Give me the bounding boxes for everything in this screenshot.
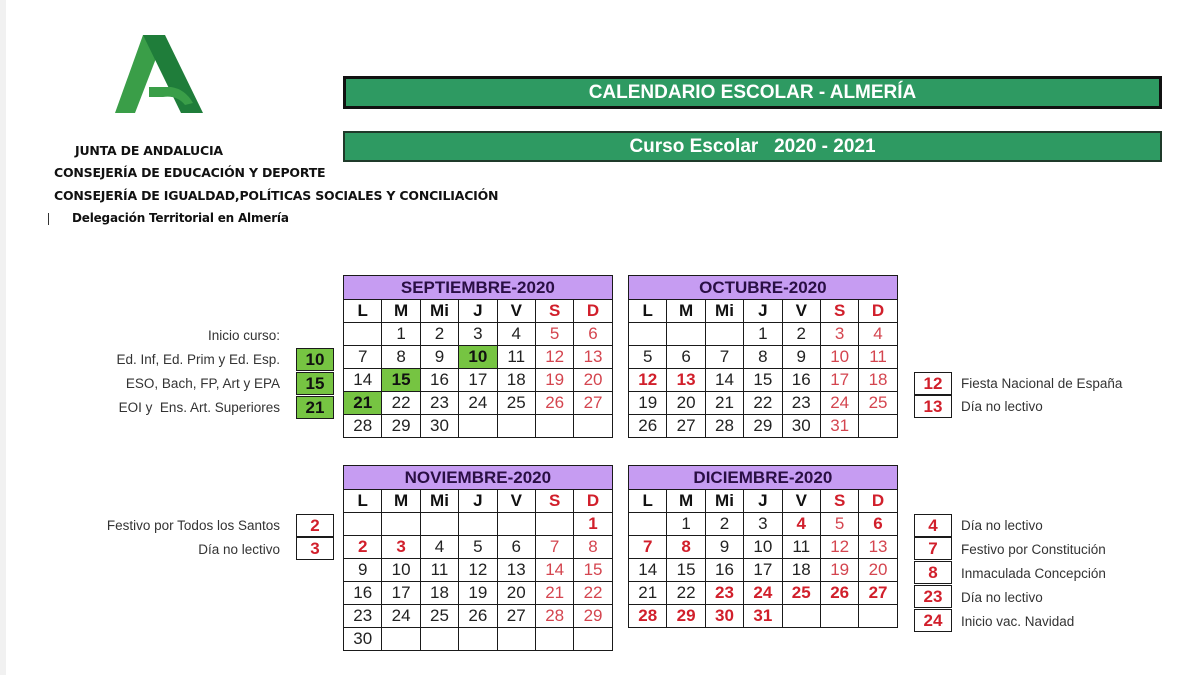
day-cell: 14 — [705, 369, 743, 392]
divider-tick — [48, 213, 49, 225]
day-cell — [459, 415, 497, 438]
dec-legend-label-23: Día no lectivo — [961, 590, 1043, 605]
day-cell — [535, 628, 573, 651]
month-title: NOVIEMBRE-2020 — [344, 466, 613, 490]
day-cell: 6 — [574, 323, 612, 346]
day-cell — [782, 605, 820, 628]
dec-legend-label-7: Festivo por Constitución — [961, 542, 1106, 557]
oct-legend-day-13: 13 — [914, 395, 952, 418]
day-cell: 3 — [459, 323, 497, 346]
day-cell: 18 — [859, 369, 897, 392]
day-cell: 27 — [497, 605, 535, 628]
inicio-label-infantil: Ed. Inf, Ed. Prim y Ed. Esp. — [116, 352, 280, 367]
day-cell — [705, 323, 743, 346]
day-cell: 5 — [629, 346, 667, 369]
day-cell: 30 — [705, 605, 743, 628]
day-cell: 12 — [459, 559, 497, 582]
week-row — [344, 628, 613, 651]
weekday-header: L — [629, 300, 667, 323]
week-row — [344, 513, 613, 536]
day-cell: 8 — [382, 346, 420, 369]
day-cell: 22 — [667, 582, 705, 605]
day-cell: 18 — [420, 582, 458, 605]
weekday-header: S — [535, 490, 573, 513]
month-title: OCTUBRE-2020 — [629, 276, 898, 300]
weekday-header: Mi — [705, 300, 743, 323]
oct-legend-label-13: Día no lectivo — [961, 399, 1043, 414]
weekday-header: M — [667, 300, 705, 323]
day-cell: 23 — [420, 392, 458, 415]
day-cell: 26 — [459, 605, 497, 628]
weekday-header: S — [820, 490, 858, 513]
day-cell: 13 — [859, 536, 897, 559]
day-cell: 26 — [629, 415, 667, 438]
day-cell — [859, 605, 897, 628]
day-cell — [629, 513, 667, 536]
dec-legend-day-4: 4 — [914, 514, 952, 537]
day-cell: 27 — [859, 582, 897, 605]
day-cell: 15 — [382, 369, 420, 392]
day-cell: 24 — [820, 392, 858, 415]
day-cell — [820, 605, 858, 628]
day-cell: 13 — [574, 346, 612, 369]
nov-legend-label-3: Día no lectivo — [198, 542, 280, 557]
inicio-curso-title: Inicio curso: — [207, 328, 280, 343]
week-row — [344, 415, 613, 438]
day-cell: 6 — [667, 346, 705, 369]
day-cell — [574, 415, 612, 438]
month-noviembre — [343, 465, 613, 651]
day-cell: 19 — [629, 392, 667, 415]
dec-legend-day-23: 23 — [914, 585, 952, 608]
day-cell: 1 — [574, 513, 612, 536]
day-cell — [629, 323, 667, 346]
weekday-header: Mi — [420, 300, 458, 323]
day-cell: 7 — [629, 536, 667, 559]
day-cell: 9 — [344, 559, 382, 582]
day-cell: 22 — [382, 392, 420, 415]
day-cell: 21 — [705, 392, 743, 415]
week-row — [629, 415, 898, 438]
weekday-header: D — [859, 490, 897, 513]
month-diciembre — [628, 465, 898, 628]
day-cell: 30 — [344, 628, 382, 651]
day-cell: 5 — [459, 536, 497, 559]
weekday-header: Mi — [420, 490, 458, 513]
day-cell: 25 — [782, 582, 820, 605]
weekday-header: V — [782, 490, 820, 513]
day-cell: 5 — [820, 513, 858, 536]
week-row — [344, 346, 613, 369]
nov-legend-day-3: 3 — [296, 537, 334, 560]
day-cell: 23 — [344, 605, 382, 628]
weekday-header: J — [744, 490, 782, 513]
day-cell — [497, 628, 535, 651]
day-cell: 11 — [782, 536, 820, 559]
day-cell: 7 — [535, 536, 573, 559]
day-cell: 29 — [667, 605, 705, 628]
week-row — [629, 323, 898, 346]
weekday-header: S — [535, 300, 573, 323]
inicio-label-eoi: EOI y Ens. Art. Superiores — [118, 400, 280, 415]
day-cell: 14 — [344, 369, 382, 392]
day-cell: 20 — [497, 582, 535, 605]
weekday-header: D — [859, 300, 897, 323]
day-cell: 18 — [497, 369, 535, 392]
day-cell: 19 — [820, 559, 858, 582]
week-row — [629, 369, 898, 392]
day-cell — [382, 513, 420, 536]
day-cell: 7 — [705, 346, 743, 369]
day-cell: 30 — [420, 415, 458, 438]
day-cell: 15 — [667, 559, 705, 582]
week-row — [344, 582, 613, 605]
day-cell: 9 — [420, 346, 458, 369]
day-cell — [497, 513, 535, 536]
day-cell — [420, 513, 458, 536]
day-cell: 2 — [420, 323, 458, 346]
day-cell: 10 — [459, 346, 497, 369]
weekday-header: V — [497, 300, 535, 323]
dec-legend-label-8: Inmaculada Concepción — [961, 566, 1106, 581]
week-row — [629, 536, 898, 559]
day-cell: 18 — [782, 559, 820, 582]
day-cell: 29 — [382, 415, 420, 438]
day-cell: 20 — [574, 369, 612, 392]
weekday-header: L — [344, 300, 382, 323]
day-cell: 15 — [574, 559, 612, 582]
weekday-header: M — [382, 300, 420, 323]
day-cell: 13 — [667, 369, 705, 392]
day-cell: 23 — [705, 582, 743, 605]
week-row — [629, 513, 898, 536]
week-row — [344, 369, 613, 392]
day-cell: 2 — [782, 323, 820, 346]
day-cell: 30 — [782, 415, 820, 438]
page-subtitle: Curso Escolar 2020 - 2021 — [343, 131, 1162, 162]
org-junta: JUNTA DE ANDALUCIA — [75, 143, 223, 158]
day-cell: 4 — [782, 513, 820, 536]
day-cell: 27 — [667, 415, 705, 438]
org-consejeria-educacion: CONSEJERÍA DE EDUCACIÓN Y DEPORTE — [54, 165, 326, 180]
day-cell: 10 — [382, 559, 420, 582]
day-cell: 22 — [744, 392, 782, 415]
day-cell: 16 — [420, 369, 458, 392]
weekday-header: J — [459, 490, 497, 513]
day-cell: 8 — [574, 536, 612, 559]
day-cell: 14 — [535, 559, 573, 582]
day-cell: 9 — [705, 536, 743, 559]
day-cell: 20 — [667, 392, 705, 415]
week-row — [629, 605, 898, 628]
day-cell: 9 — [782, 346, 820, 369]
weekday-header: Mi — [705, 490, 743, 513]
weekday-header: J — [459, 300, 497, 323]
day-cell — [459, 513, 497, 536]
day-cell: 24 — [744, 582, 782, 605]
day-cell: 4 — [420, 536, 458, 559]
month-title: DICIEMBRE-2020 — [629, 466, 898, 490]
day-cell: 14 — [629, 559, 667, 582]
day-cell: 21 — [535, 582, 573, 605]
oct-legend-label-12: Fiesta Nacional de España — [961, 376, 1123, 391]
day-cell: 4 — [497, 323, 535, 346]
day-cell: 31 — [820, 415, 858, 438]
day-cell: 27 — [574, 392, 612, 415]
day-cell — [344, 513, 382, 536]
week-row — [344, 605, 613, 628]
weekday-header: L — [344, 490, 382, 513]
weekday-header: V — [782, 300, 820, 323]
nov-legend-label-2: Festivo por Todos los Santos — [106, 518, 280, 533]
day-cell: 13 — [497, 559, 535, 582]
week-row — [344, 536, 613, 559]
day-cell: 26 — [535, 392, 573, 415]
day-cell — [497, 415, 535, 438]
day-cell: 26 — [820, 582, 858, 605]
org-consejeria-igualdad: CONSEJERÍA DE IGUALDAD,POLÍTICAS SOCIALES Y CONCILIACIÓN — [54, 188, 499, 203]
day-cell: 8 — [744, 346, 782, 369]
day-cell: 6 — [497, 536, 535, 559]
day-cell: 24 — [382, 605, 420, 628]
day-cell: 28 — [344, 415, 382, 438]
day-cell: 3 — [382, 536, 420, 559]
day-cell: 11 — [420, 559, 458, 582]
day-cell: 10 — [820, 346, 858, 369]
day-cell: 29 — [574, 605, 612, 628]
week-row — [629, 346, 898, 369]
page-title: CALENDARIO ESCOLAR - ALMERÍA — [343, 76, 1162, 109]
day-cell: 10 — [744, 536, 782, 559]
day-cell: 16 — [705, 559, 743, 582]
weekday-header: L — [629, 490, 667, 513]
day-cell: 31 — [744, 605, 782, 628]
day-cell — [667, 323, 705, 346]
day-cell — [344, 323, 382, 346]
inicio-day-eoi: 21 — [296, 396, 334, 419]
day-cell: 11 — [859, 346, 897, 369]
day-cell — [459, 628, 497, 651]
day-cell: 28 — [535, 605, 573, 628]
day-cell: 1 — [382, 323, 420, 346]
weekday-header: V — [497, 490, 535, 513]
month-octubre — [628, 275, 898, 438]
day-cell — [382, 628, 420, 651]
day-cell: 19 — [535, 369, 573, 392]
day-cell: 1 — [667, 513, 705, 536]
dec-legend-label-4: Día no lectivo — [961, 518, 1043, 533]
day-cell: 17 — [459, 369, 497, 392]
day-cell: 12 — [629, 369, 667, 392]
day-cell: 4 — [859, 323, 897, 346]
day-cell: 25 — [420, 605, 458, 628]
nov-legend-day-2: 2 — [296, 514, 334, 537]
day-cell: 19 — [459, 582, 497, 605]
inicio-day-infantil: 10 — [296, 348, 334, 371]
weekday-header: M — [667, 490, 705, 513]
week-row — [344, 323, 613, 346]
dec-legend-day-8: 8 — [914, 561, 952, 584]
week-row — [629, 392, 898, 415]
month-title: SEPTIEMBRE-2020 — [344, 276, 613, 300]
day-cell: 7 — [344, 346, 382, 369]
day-cell: 8 — [667, 536, 705, 559]
day-cell: 16 — [344, 582, 382, 605]
day-cell — [535, 415, 573, 438]
inicio-day-eso: 15 — [296, 372, 334, 395]
day-cell: 17 — [382, 582, 420, 605]
day-cell: 3 — [744, 513, 782, 536]
dec-legend-label-24: Inicio vac. Navidad — [961, 614, 1075, 629]
day-cell — [535, 513, 573, 536]
day-cell — [420, 628, 458, 651]
day-cell: 17 — [820, 369, 858, 392]
day-cell: 25 — [859, 392, 897, 415]
weekday-header: S — [820, 300, 858, 323]
day-cell: 23 — [782, 392, 820, 415]
oct-legend-day-12: 12 — [914, 372, 952, 395]
day-cell: 28 — [705, 415, 743, 438]
weekday-header: J — [744, 300, 782, 323]
weekday-header: D — [574, 300, 612, 323]
page-edge — [0, 0, 6, 675]
day-cell: 1 — [744, 323, 782, 346]
dec-legend-day-24: 24 — [914, 609, 952, 632]
day-cell: 28 — [629, 605, 667, 628]
day-cell: 2 — [705, 513, 743, 536]
day-cell: 5 — [535, 323, 573, 346]
week-row — [344, 559, 613, 582]
day-cell: 29 — [744, 415, 782, 438]
day-cell: 2 — [344, 536, 382, 559]
dec-legend-day-7: 7 — [914, 537, 952, 560]
weekday-header: M — [382, 490, 420, 513]
day-cell: 16 — [782, 369, 820, 392]
day-cell: 21 — [344, 392, 382, 415]
inicio-label-eso: ESO, Bach, FP, Art y EPA — [125, 376, 280, 391]
day-cell: 17 — [744, 559, 782, 582]
day-cell: 24 — [459, 392, 497, 415]
day-cell: 6 — [859, 513, 897, 536]
week-row — [629, 559, 898, 582]
day-cell: 12 — [535, 346, 573, 369]
day-cell — [859, 415, 897, 438]
day-cell: 25 — [497, 392, 535, 415]
month-septiembre — [343, 275, 613, 438]
day-cell: 22 — [574, 582, 612, 605]
day-cell: 12 — [820, 536, 858, 559]
week-row — [344, 392, 613, 415]
weekday-header: D — [574, 490, 612, 513]
day-cell: 21 — [629, 582, 667, 605]
day-cell: 20 — [859, 559, 897, 582]
org-delegacion: Delegación Territorial en Almería — [72, 211, 289, 225]
week-row — [629, 582, 898, 605]
day-cell: 11 — [497, 346, 535, 369]
day-cell: 15 — [744, 369, 782, 392]
day-cell — [574, 628, 612, 651]
junta-andalucia-logo-icon — [113, 33, 205, 115]
day-cell: 3 — [820, 323, 858, 346]
